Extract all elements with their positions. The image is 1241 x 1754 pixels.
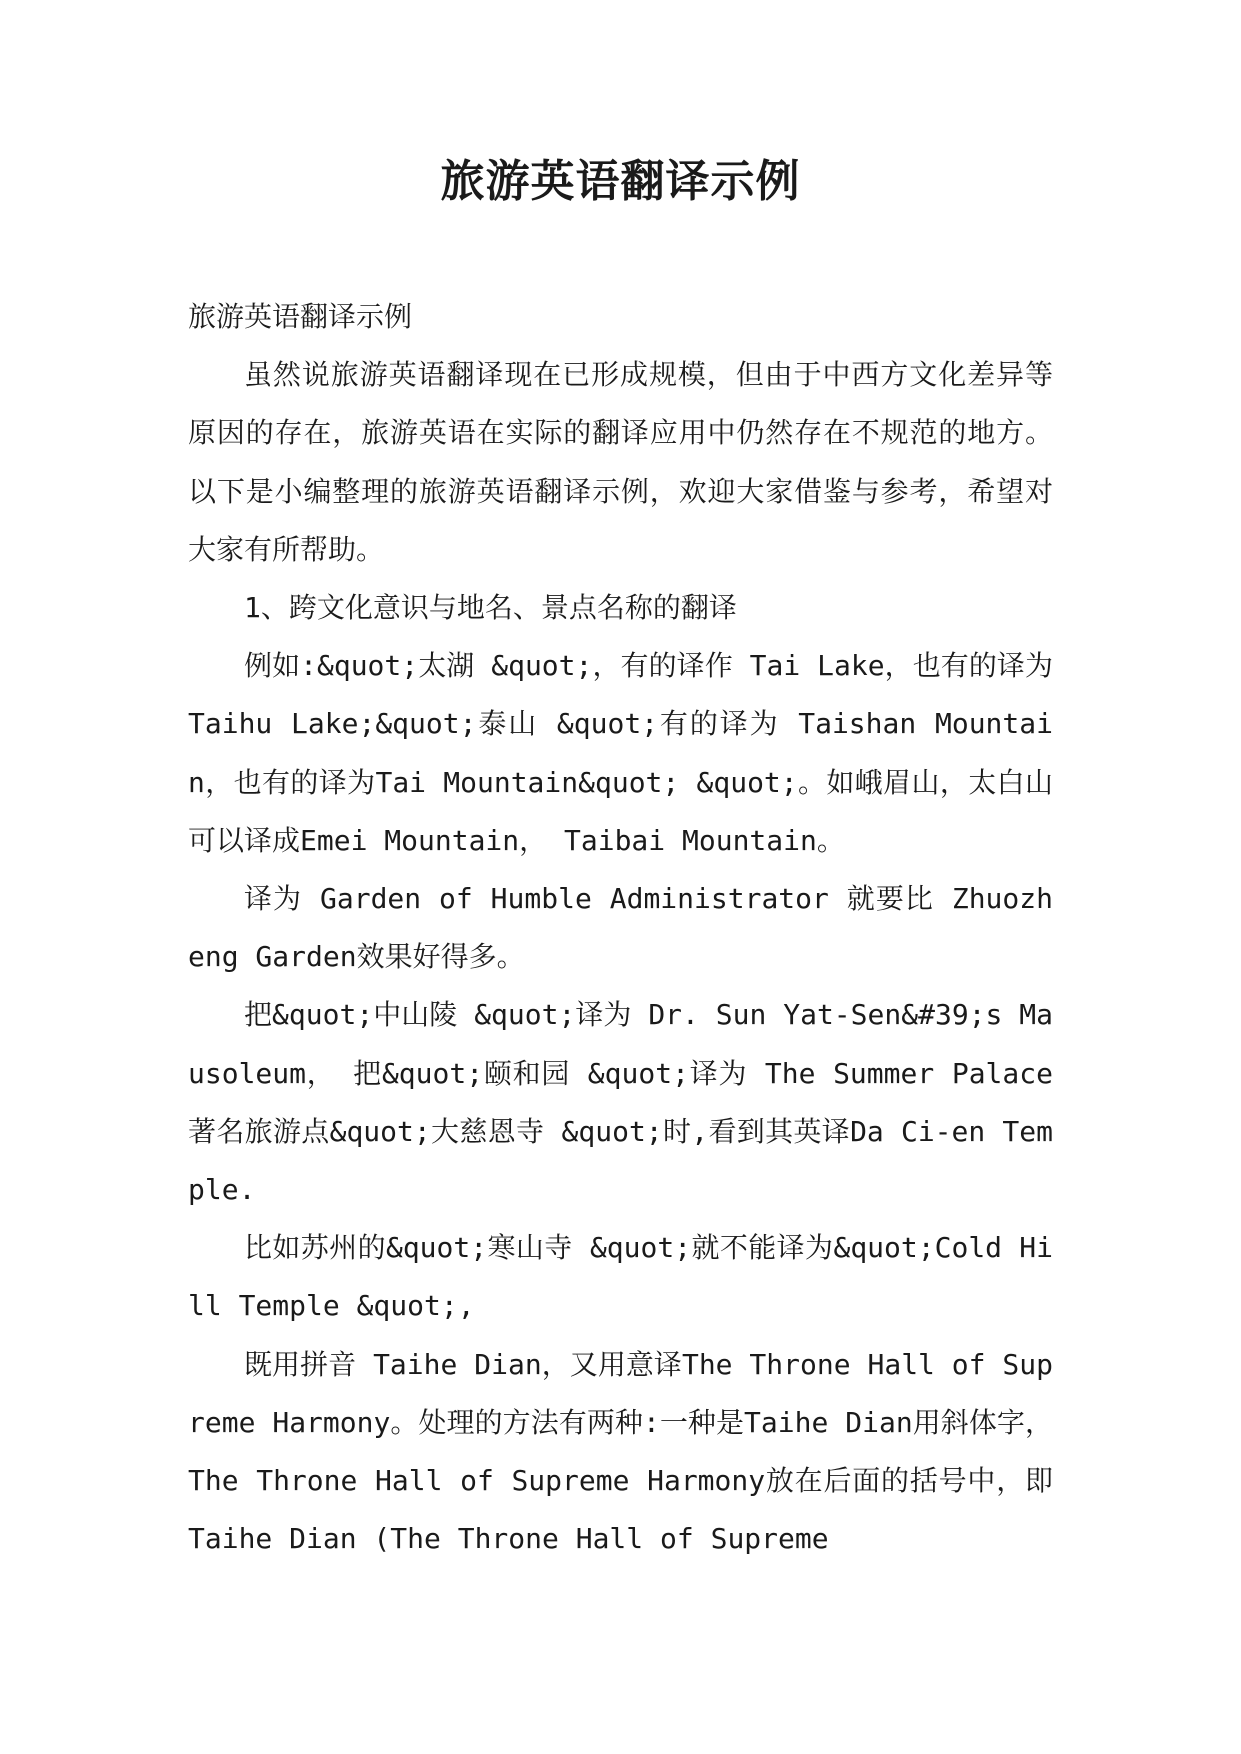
paragraph-intro: 虽然说旅游英语翻译现在已形成规模，但由于中西方文化差异等原因的存在，旅游英语在实际的翻译应用中仍然存在不规范的地方。以下是小编整理的旅游英语翻译示例，欢迎大家借鉴与参考，希望对大家有所帮助。 <box>188 358 1053 566</box>
paragraph-example-garden: 译为 Garden of Humble Administrator 就要比 Zhuozheng Garden效果好得多。 <box>188 882 1053 974</box>
section-heading: 1、跨文化意识与地名、景点名称的翻译 <box>244 591 737 625</box>
paragraph-example-temple: 比如苏州的&quot;寒山寺 &quot;就不能译为&quot;Cold Hill Temple &quot;, <box>188 1231 1053 1323</box>
paragraph-heading: 旅游英语翻译示例 <box>188 300 413 333</box>
page-title: 旅游英语翻译示例 <box>440 156 801 207</box>
paragraph-example-hall: 既用拼音 Taihe Dian，又用意译The Throne Hall of Supreme Harmony。处理的方法有两种:一种是Taihe Dian用斜体字， The Throne Hall of Supreme Harmony放在后面的括号中，即Taihe Dian (The Throne Hall of Supreme <box>188 1347 1053 1556</box>
paragraph-example-mausoleum: 把&quot;中山陵 &quot;译为 Dr. Sun Yat-Sen&#39;s Mausoleum， 把&quot;颐和园 &quot;译为 The Summer Palace著名旅游点&quot;大慈恩寺 &quot;时,看到其英译Da Ci-en Temple. <box>188 998 1053 1207</box>
document-body <box>188 288 1053 1568</box>
paragraph-example-lakes: 例如:&quot;太湖 &quot;，有的译作 Tai Lake，也有的译为 Taihu Lake;&quot;泰山 &quot;有的译为 Taishan Mountain，也有的译为Tai Mountain&quot; &quot;。如峨眉山，太白山可以译成Emei Mountain， Taibai Mountain。 <box>188 649 1053 857</box>
